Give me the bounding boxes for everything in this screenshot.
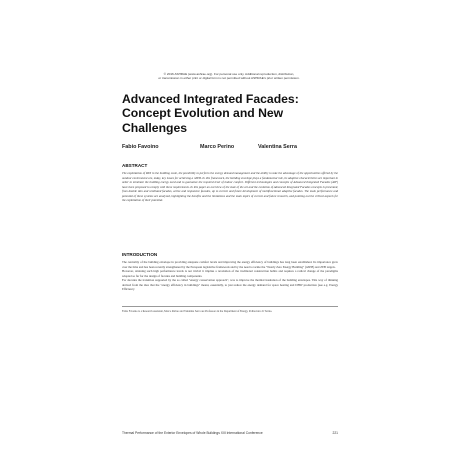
copyright-notice [120,72,338,80]
paper-title [122,92,352,135]
page-number: 221 [332,431,338,435]
title-line-2: Concept Evolution and New [122,106,284,121]
author-footnote: Fabio Favoino is a Research Assistant, Marco Perino and Valentina Serra are Professors in the Department of Energy, Politecnico di Torino. [122,306,338,314]
title-line-1: Advanced Integrated Facades: [122,92,299,106]
abstract-heading: ABSTRACT [122,163,148,168]
intro-paragraph-3: For decades the transition supported by the so called "energy conservation approach", was to improve the thermal insulation of the building envelopes. This way of thinking derived from the idea that the "energy efficiency in buildings" meant, essentially, to just reduce the energy demand for space heating and DHW production (see e.g. Energy Efficiency [122,278,338,292]
intro-paragraph-2: However, attaining such high performance levels is not trivial: it implies a revolution of the traditional construction habits and requires a radical change of the paradigms adopted so far for the design of facades and building components. [122,269,338,278]
introduction-heading: INTRODUCTION [122,252,158,257]
author-1: Fabio Favoino [122,144,159,150]
abstract-text: The exploitation of RES in the building scale, the possibility to perform the energy demand management and the ability to take the advantage of the opportunities offered by the outdoor environment are, today, key issues for achieving a nZEB. In this framework, the building envelope plays a fundamental role, its adaptive characteristics are important in order to minimize the building energy need and to guarantee the required level of indoor comfort. Different technologies and concepts of Advanced Integrated Facades (AIF) have been proposed to comply with these requirements. In this paper an overview of the state of the art and the evolution of Advanced Integrated Facades concepts is presented, from double skin and ventilated facades, active and responsive facades, up to current and future development of multifunctional adaptive facades. The main performance and potential of these systems are analysed, highlighting the benefits and the limitations and the main topics of current and future research, and pointing out the critical aspects for the exploitation of their potential. [122,171,339,203]
author-3: Valentina Serra [258,144,297,150]
copyright-line-1: © 2016 ASHRAE (www.ashrae.org). For personal use only. Additional reproduction, distribution, [163,72,295,76]
page-footer [122,431,338,435]
title-line-3: Challenges [122,120,188,135]
intro-paragraph-1: The centrality of the building envelope in providing adequate comfort levels and improving the energy efficiency of buildings has long been established. Its importance grew over the time and has been recently strengthened by the European legislative framework and by the need to tackle the "Nearly Zero Energy Building" (nZEB) and ZEB targets. [122,260,338,269]
author-2: Marco Perino [200,144,235,150]
introduction-body [122,260,338,292]
footer-conference: Thermal Performance of the Exterior Envelopes of Whole Buildings XIII International Conference [122,431,263,435]
copyright-line-2: or transmission in either print or digital form is not permitted without ASHRAE's prior written permission. [158,76,300,81]
